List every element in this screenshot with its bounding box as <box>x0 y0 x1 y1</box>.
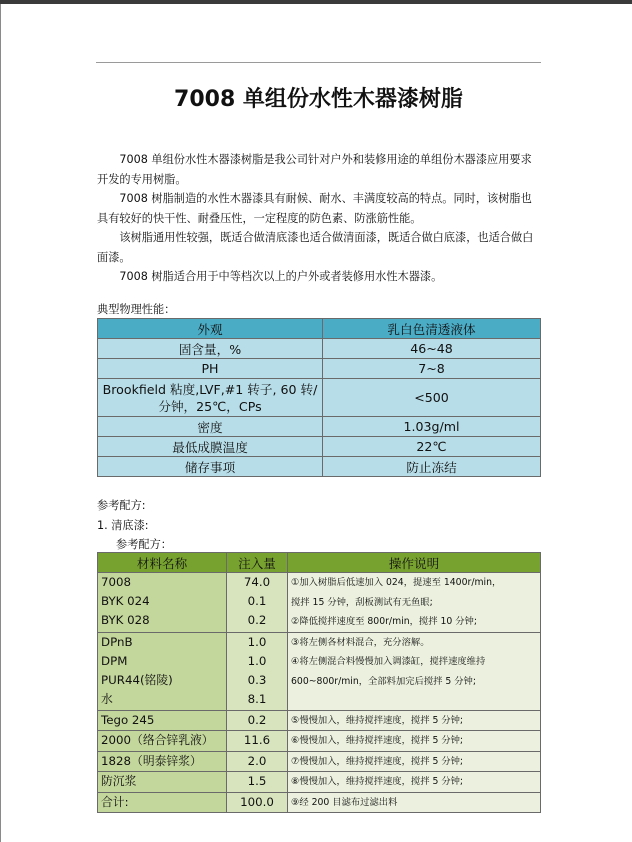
amount-value: 1.0 <box>247 653 267 668</box>
props-row <box>98 339 541 359</box>
amount-cell <box>227 573 288 633</box>
props-cell: 密度 <box>98 417 323 437</box>
intro-paragraph-3: 该树脂通用性较强，既适合做清底漆也适合做清面漆，既适合做白底漆，也适合做白面漆。 <box>97 231 534 264</box>
formula-total-row <box>98 792 541 813</box>
material-name: PUR44(铭陵) <box>101 672 173 687</box>
total-label: 合计: <box>101 794 129 809</box>
material-name: 1828（明泰锌浆） <box>101 753 202 768</box>
instruction-line: ⑦慢慢加入，维持搅拌速度，搅拌 5 分钟; <box>291 755 464 767</box>
amount-cell <box>227 710 288 731</box>
material-name: 2000（络合锌乳液） <box>101 733 214 747</box>
instruction-cell <box>288 772 541 793</box>
material-cell <box>98 710 227 731</box>
material-name: DPM <box>101 653 128 668</box>
amount-value: 8.1 <box>247 691 267 706</box>
header-rule <box>96 62 541 63</box>
formula-row <box>98 772 541 793</box>
amount-cell <box>227 731 288 752</box>
material-cell <box>98 751 227 772</box>
props-cell: 乳白色清透液体 <box>323 319 541 339</box>
instruction-line: ⑧慢慢加入，维持搅拌速度，搅拌 5 分钟; <box>291 776 464 787</box>
formula-row <box>98 632 541 710</box>
intro-paragraph-1: 7008 单组份水性木器漆树脂是我公司针对户外和装修用途的单组份木器漆应用要求开发的专用树脂。 <box>97 153 532 186</box>
amount-cell <box>227 792 288 813</box>
material-name: 7008 <box>101 575 132 589</box>
properties-table <box>97 318 541 477</box>
instruction-cell <box>288 710 541 731</box>
instruction-line: ⑤慢慢加入，维持搅拌速度，搅拌 5 分钟; <box>291 714 464 726</box>
header-instructions: 操作说明 <box>288 553 541 573</box>
instruction-line: 600~800r/min，全部料加完后搅拌 5 分钟; <box>291 675 476 687</box>
material-name: 水 <box>101 691 113 706</box>
formula-row <box>98 710 541 731</box>
clear-primer-heading: 1. 清底漆: <box>97 519 149 532</box>
amount-value: 74.0 <box>243 575 271 589</box>
material-name: BYK 024 <box>101 594 150 608</box>
props-cell: 1.03g/ml <box>323 417 541 437</box>
amount-value: 1.0 <box>247 634 267 649</box>
formula-row <box>98 731 541 752</box>
amount-value: 1.5 <box>247 774 267 788</box>
formula-header-row <box>98 553 541 573</box>
props-header-row <box>98 319 541 339</box>
intro-section <box>97 150 542 287</box>
props-cell: 7~8 <box>323 359 541 379</box>
page-left-edge <box>0 4 1 842</box>
props-cell: 防止冻结 <box>323 457 541 477</box>
amount-value: 11.6 <box>243 733 271 747</box>
instruction-line: ④将左侧混合料慢慢加入调漆缸，搅拌速度维持 <box>291 656 486 667</box>
props-cell: 固含量，% <box>98 339 323 359</box>
header-amount: 注入量 <box>227 553 288 573</box>
formula-row <box>98 751 541 772</box>
amount-cell <box>227 632 288 710</box>
amount-value: 0.2 <box>247 613 267 627</box>
material-name: BYK 028 <box>101 613 150 627</box>
amount-value: 2.0 <box>247 753 267 768</box>
instruction-line: ⑨经 200 目滤布过滤出料 <box>291 796 398 808</box>
instruction-cell <box>288 573 541 633</box>
material-name: Tego 245 <box>101 712 155 727</box>
instruction-line: ③将左侧各材料混合，充分溶解。 <box>291 636 430 648</box>
props-row <box>98 457 541 477</box>
instruction-line: ②降低搅拌速度至 800r/min，搅拌 10 分钟; <box>291 616 477 627</box>
formula-row <box>98 573 541 633</box>
props-cell: 22℃ <box>323 437 541 457</box>
material-cell <box>98 731 227 752</box>
props-row <box>98 379 541 417</box>
instruction-cell <box>288 792 541 813</box>
window-top-border <box>0 0 632 4</box>
instruction-line: 搅拌 15 分钟，刮板测试有无鱼眼; <box>291 596 433 608</box>
props-row <box>98 417 541 437</box>
instruction-cell <box>288 751 541 772</box>
props-cell: 外观 <box>98 319 323 339</box>
intro-paragraph-2: 7008 树脂制造的水性木器漆具有耐候、耐水、丰满度较高的特点。同时，该树脂也具有较好的快干性、耐叠压性，一定程度的防色素、防涨筋性能。 <box>97 192 532 225</box>
props-cell: 46~48 <box>323 339 541 359</box>
amount-cell <box>227 751 288 772</box>
props-cell: Brookfield 粘度,LVF,#1 转子, 60 转/分钟，25℃，CPs <box>98 379 323 417</box>
instruction-cell <box>288 731 541 752</box>
header-material: 材料名称 <box>98 553 227 573</box>
material-name: DPnB <box>101 634 133 649</box>
instruction-line: ①加入树脂后低速加入 024，提速至 1400r/min， <box>291 577 502 588</box>
amount-value: 0.3 <box>247 672 267 687</box>
material-cell <box>98 792 227 813</box>
reference-heading: 参考配方: <box>97 499 146 512</box>
props-cell: PH <box>98 359 323 379</box>
props-heading: 典型物理性能： <box>97 303 176 316</box>
amount-value: 0.1 <box>247 594 267 608</box>
page-title: 7008 单组份水性木器漆树脂 <box>174 87 463 112</box>
material-name: 防沉浆 <box>101 774 137 788</box>
amount-cell <box>227 772 288 793</box>
material-cell <box>98 573 227 633</box>
formula-subheading: 参考配方： <box>116 538 172 551</box>
props-cell: 最低成膜温度 <box>98 437 323 457</box>
props-cell: 储存事项 <box>98 457 323 477</box>
props-row <box>98 437 541 457</box>
intro-paragraph-4: 7008 树脂适合用于中等档次以上的户外或者装修用水性木器漆。 <box>119 270 443 283</box>
formula-table <box>97 552 541 813</box>
props-row <box>98 359 541 379</box>
amount-value: 0.2 <box>247 712 267 727</box>
material-cell <box>98 632 227 710</box>
props-cell: <500 <box>323 379 541 417</box>
total-value: 100.0 <box>240 794 274 809</box>
instruction-cell <box>288 632 541 710</box>
instruction-line: ⑥慢慢加入，维持搅拌速度，搅拌 5 分钟; <box>291 735 464 746</box>
material-cell <box>98 772 227 793</box>
